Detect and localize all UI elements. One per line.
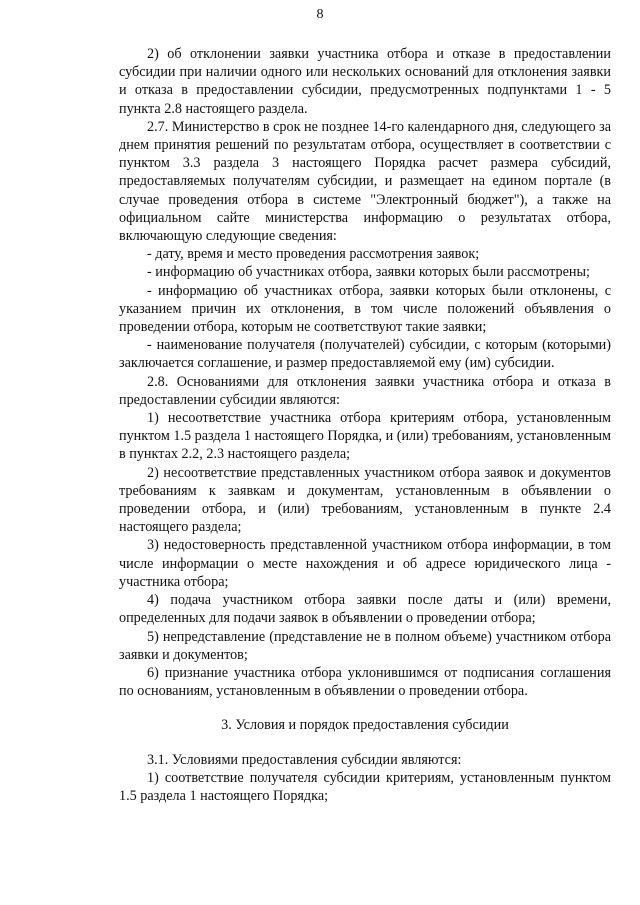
paragraph: 3.1. Условиями предоставления субсидии являются: (147, 751, 462, 768)
list-item: - информацию об участниках отбора, заявки которых были отклонены, с указанием причин их отклонения, в том числе положений объявления о проведении отбора, которым не соответствуют такие заявки; (119, 282, 611, 336)
section-heading: 3. Условия и порядок предоставления субсидии (221, 717, 509, 734)
list-item: 3) недостоверность представленной участником отбора информации, в том числе информации о месте нахождения и об адресе юридического лица - участника отбора; (119, 537, 611, 590)
list-item: - информацию об участниках отбора, заявки которых были рассмотрены; (147, 264, 590, 281)
document-body (119, 45, 611, 805)
paragraph: 2.7. Министерство в срок не позднее 14-го календарного дня, следующего за днем принятия решений по результатам отбора, осуществляет в соответствии с пунктом 3.3 раздела 3 настоящего Порядка расчет размера субсидий, предоставляемых получателям субсидии, и размещает на едином портале (в случае проведения отбора в системе "Электронный бюджет"), а также на официальном сайте министерства информацию о результатах отбора, включающую следующие сведения: (119, 118, 611, 245)
list-item: 1) соответствие получателя субсидии критериям, установленным пунктом 1.5 раздела 1 настоящего Порядка; (119, 769, 611, 804)
list-item: - дату, время и место проведения рассмотрения заявок; (147, 246, 480, 263)
list-item: 6) признание участника отбора уклонившимся от подписания соглашения по основаниям, установленным в объявлении о проведении отбора. (119, 664, 611, 700)
list-item: 5) непредставление (представление не в полном объеме) участником отбора заявки и документов; (119, 628, 611, 663)
list-item: - наименование получателя (получателей) субсидии, с которым (которыми) заключается соглашение, и размер предоставляемой ему (им) субсидии. (119, 337, 611, 372)
paragraph: 2.8. Основаниями для отклонения заявки участника отбора и отказа в предоставлении субсидии являются: (119, 373, 611, 408)
list-item: 2) несоответствие представленных участником отбора заявок и документов требованиям к заявкам и документам, установленным в объявлении о проведении отбора, и (или) требованиям, установленным в пункте 2.4 настоящего раздела; (119, 464, 611, 536)
list-item: 1) несоответствие участника отбора критериям отбора, установленным пунктом 1.5 раздела 1 настоящего Порядка, и (или) требованиям, установленным в пунктах 2.2, 2.3 настоящего раздела; (119, 410, 611, 463)
list-item: 4) подача участником отбора заявки после даты и (или) времени, определенных для подачи заявок в объявлении о проведении отбора; (119, 592, 611, 627)
page-number: 8 (316, 7, 324, 22)
paragraph: 2) об отклонении заявки участника отбора и отказе в предоставлении субсидии при наличии одного или нескольких оснований для отклонения заявки и отказа в предоставлении субсидии, предусмотренных подпунктами 1 - 5 пункта 2.8 настоящего раздела. (119, 46, 611, 117)
